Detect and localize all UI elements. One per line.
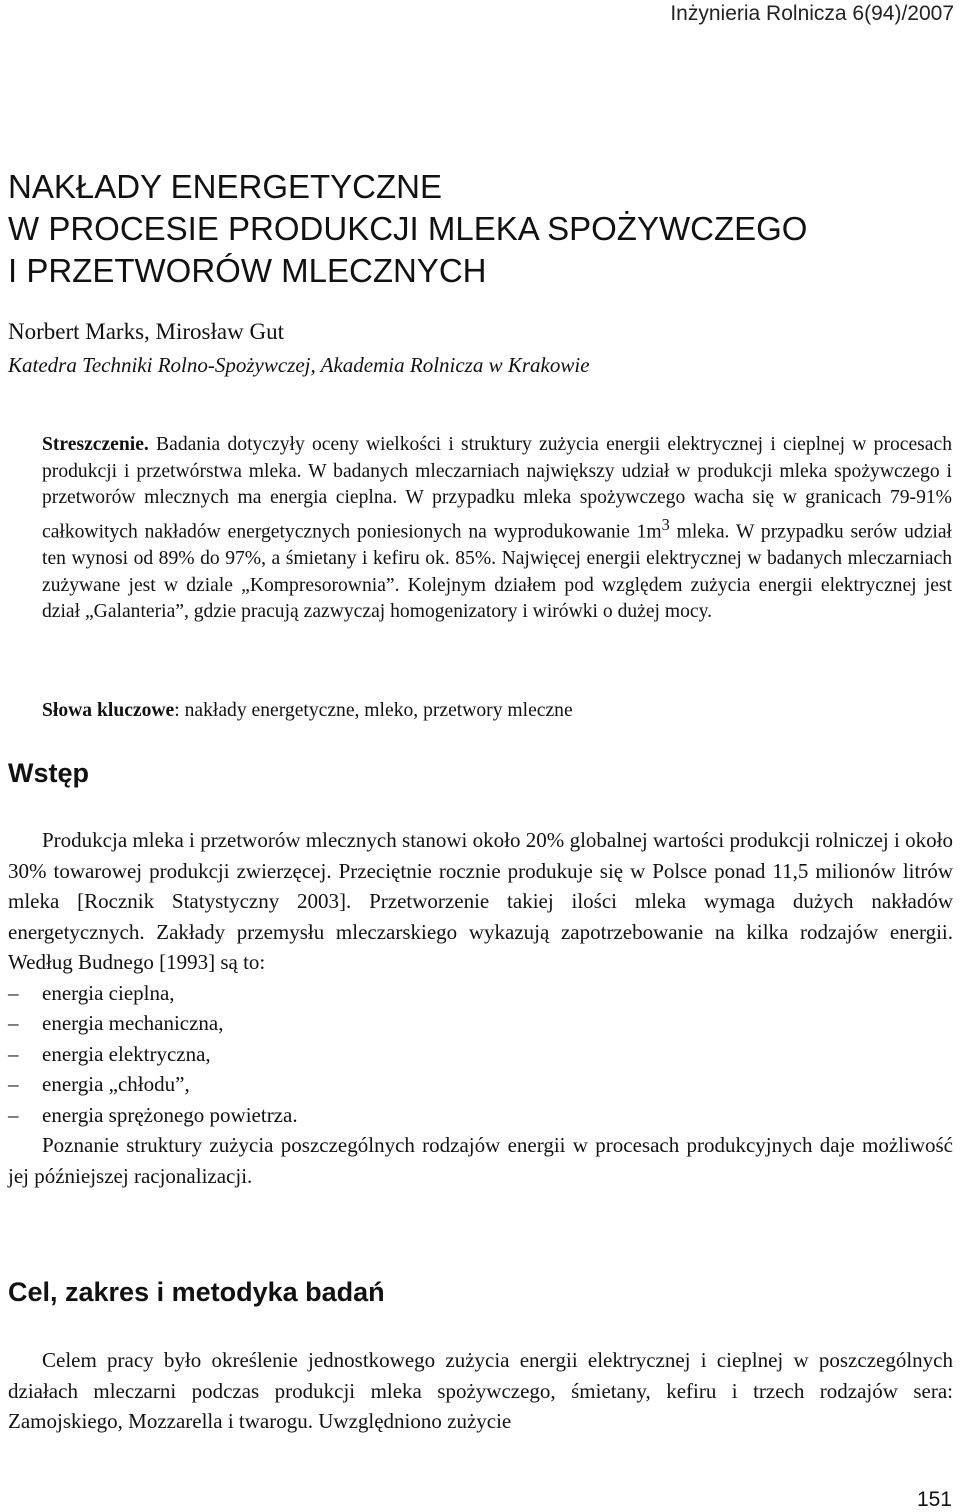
energy-types-list bbox=[8, 978, 953, 1131]
keywords bbox=[42, 698, 952, 724]
keywords-text: : nakłady energetyczne, mleko, przetwory mleczne bbox=[174, 700, 573, 721]
keywords-label: Słowa kluczowe bbox=[42, 700, 175, 721]
dash-marker: – bbox=[8, 1011, 19, 1035]
list-item: – energia cieplna, bbox=[8, 978, 953, 1009]
dash-marker: – bbox=[8, 1072, 19, 1096]
list-item: – energia sprężonego powietrza. bbox=[8, 1100, 953, 1131]
paragraph: Celem pracy było określenie jednostkowego zużycia energii elektrycznej i cieplnej w poszczególnych działach mleczarni podczas produkcji mleka spożywczego, śmietany, kefiru i trzech rodzajów sera: Zamojskiego, Mozzarella i twarogu. Uwzględniono zużycie bbox=[8, 1348, 953, 1433]
dash-marker: – bbox=[8, 980, 19, 1005]
section-heading-introduction: Wstęp bbox=[8, 758, 89, 788]
list-item: – energia „chłodu”, bbox=[8, 1069, 953, 1100]
affiliation: Katedra Techniki Rolno-Spożywczej, Akademia Rolnicza w Krakowie bbox=[8, 353, 590, 377]
article-title bbox=[8, 166, 948, 292]
list-item: – energia elektryczna, bbox=[8, 1039, 953, 1070]
title-line: I PRZETWORÓW MLECZNYCH bbox=[8, 252, 487, 289]
abstract-label: Streszczenie. bbox=[42, 434, 149, 455]
abstract-text: Badania dotyczyły oceny wielkości i struktury zużycia energii elektrycznej i cieplnej w procesach produkcji i przetwórstwa mleka. W badanych mleczarniach największy udział w produkcji mleka spożywczego i przetworów mlecznych ma energia cieplna. W przypadku mleka spożywczego wacha się w granicach 79-91% całkowitych nakładów energetycznych poniesionych na wyprodukowanie 1m bbox=[42, 434, 952, 543]
dash-marker: – bbox=[8, 1102, 19, 1127]
section-heading-methods: Cel, zakres i metodyka badań bbox=[8, 1277, 385, 1307]
paragraph: Poznanie struktury zużycia poszczególnych rodzajów energii w procesach produkcyjnych daje możliwość jej późniejszej racjonalizacji. bbox=[8, 1133, 953, 1188]
paragraph: Produkcja mleka i przetworów mlecznych stanowi około 20% globalnej wartości produkcji rolniczej i około 30% towarowej produkcji zwierzęcej. Przeciętnie rocznie produkuje się w Polsce ponad 11,5 milionów litrów mleka [Rocznik Statystyczny 2003]. Przetworzenie takiej ilości mleka wymaga dużych nakładów energetycznych. Zakłady przemysłu mleczarskiego wykazują zapotrzebowanie na kilka rodzajów energii. Według Budnego [1993] są to: bbox=[8, 828, 953, 974]
dash-marker: – bbox=[8, 1041, 19, 1066]
abstract-text-continued: mleka. W przypadku serów udział ten wynosi od 89% do 97%, a śmietany i kefiru ok. 85%. Najwięcej energii elektrycznej w badanych mleczarniach zużywane jest w dziale „Kompresorownia”. Kolejnym działem pod względem zużycia energii elektrycznej jest dział „Galanteria”, gdzie pracują zazwyczaj homogenizatory i wirówki o dużej mocy. bbox=[42, 521, 952, 623]
section-body-introduction bbox=[8, 825, 953, 1191]
page-number: 151 bbox=[916, 1488, 952, 1511]
list-item: – energia mechaniczna, bbox=[8, 1008, 953, 1039]
authors: Norbert Marks, Mirosław Gut bbox=[8, 319, 284, 344]
title-line: NAKŁADY ENERGETYCZNE bbox=[8, 168, 442, 205]
section-body-methods bbox=[8, 1345, 953, 1437]
running-header: Inżynieria Rolnicza 6(94)/2007 bbox=[670, 2, 954, 25]
abstract bbox=[42, 432, 952, 626]
superscript: 3 bbox=[661, 514, 670, 534]
title-line: W PROCESIE PRODUKCJI MLEKA SPOŻYWCZEGO bbox=[8, 210, 808, 247]
